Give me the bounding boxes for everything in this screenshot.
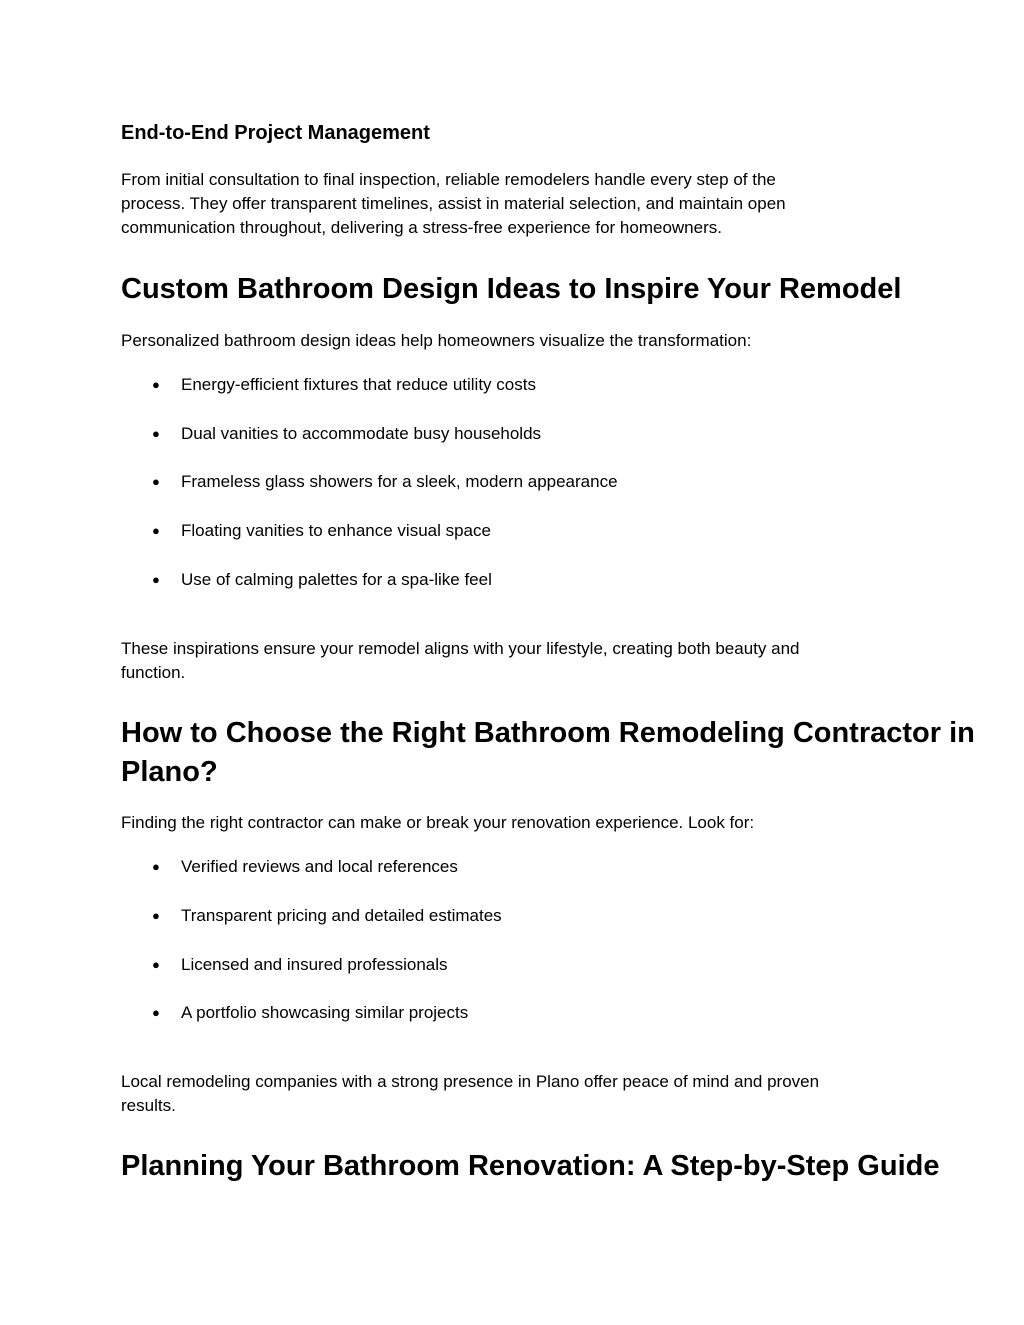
list-item-text: Floating vanities to enhance visual space [181, 521, 491, 540]
bullet-icon: ● [152, 377, 160, 392]
bullet-icon: ● [152, 474, 160, 489]
list-item-text: Energy-efficient fixtures that reduce utility costs [181, 375, 536, 394]
section-heading-planning: Planning Your Bathroom Renovation: A Step-by-Step Guide [121, 1150, 940, 1182]
paragraph-line: process. They offer transparent timelines, assist in material selection, and maintain open [121, 194, 786, 213]
paragraph-line: results. [121, 1096, 176, 1115]
section-heading-design-ideas: Custom Bathroom Design Ideas to Inspire Your Remodel [121, 273, 902, 305]
list-item-text: Use of calming palettes for a spa-like feel [181, 570, 492, 589]
section-heading-contractor: How to Choose the Right Bathroom Remodeling Contractor in [121, 717, 975, 749]
bullet-icon: ● [152, 908, 160, 923]
bullet-icon: ● [152, 859, 160, 874]
section-heading-contractor-cont: Plano? [121, 756, 218, 788]
paragraph-line: communication throughout, delivering a stress-free experience for homeowners. [121, 218, 722, 237]
bullet-icon: ● [152, 426, 160, 441]
paragraph-line: From initial consultation to final inspection, reliable remodelers handle every step of the [121, 170, 776, 189]
bullet-icon: ● [152, 957, 160, 972]
paragraph-line: These inspirations ensure your remodel aligns with your lifestyle, creating both beauty and [121, 639, 800, 658]
section-intro: Personalized bathroom design ideas help homeowners visualize the transformation: [121, 331, 752, 350]
section-intro: Finding the right contractor can make or break your renovation experience. Look for: [121, 813, 755, 832]
bullet-icon: ● [152, 523, 160, 538]
list-item-text: Transparent pricing and detailed estimates [181, 906, 502, 925]
bullet-icon: ● [152, 1005, 160, 1020]
list-item-text: A portfolio showcasing similar projects [181, 1003, 469, 1022]
section-heading-project-management: End-to-End Project Management [121, 122, 430, 144]
list-item-text: Frameless glass showers for a sleek, modern appearance [181, 472, 618, 491]
paragraph-line: function. [121, 663, 186, 682]
list-item-text: Verified reviews and local references [181, 857, 458, 876]
list-item-text: Dual vanities to accommodate busy households [181, 424, 542, 443]
bullet-icon: ● [152, 572, 160, 587]
list-item-text: Licensed and insured professionals [181, 955, 448, 974]
paragraph-line: Local remodeling companies with a strong presence in Plano offer peace of mind and proven [121, 1072, 820, 1091]
